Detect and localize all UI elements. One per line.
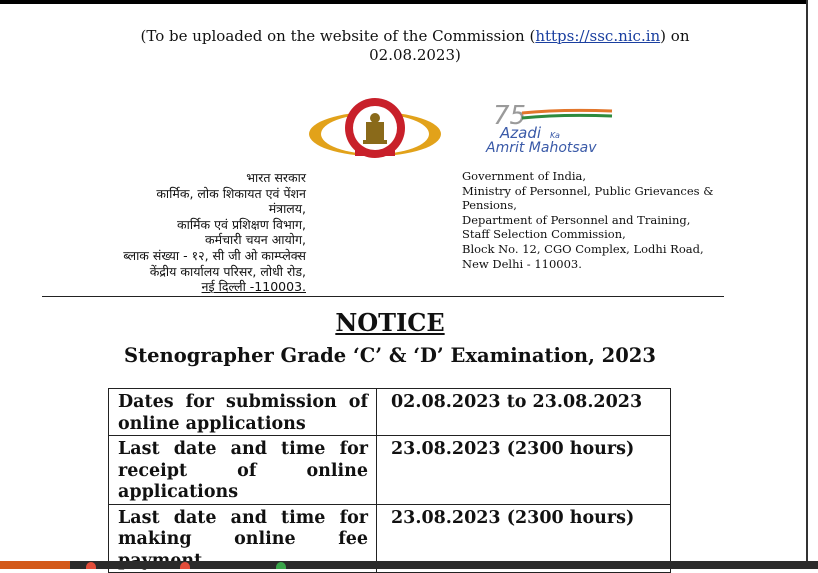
english-address-line: Block No. 12, CGO Complex, Lodhi Road,: [462, 241, 704, 256]
azadi-ka-amrit-mahotsav-logo: [485, 101, 612, 156]
hindi-address-line: नई दिल्ली -110003.: [201, 279, 306, 295]
svg-text:Ka: Ka: [550, 131, 560, 140]
schedule-label: Last date and time for making online fee: [109, 504, 377, 573]
taskbar-app-icon[interactable]: [86, 562, 96, 569]
taskbar-app-icon[interactable]: [180, 562, 190, 569]
notice-title: NOTICE: [335, 308, 445, 337]
english-address-line: Government of India,: [462, 169, 587, 183]
hindi-address-line: भारत सरकार: [246, 170, 306, 185]
table-row: [109, 436, 671, 505]
english-address-line: New Delhi - 110003.: [462, 256, 582, 271]
hindi-address-line: कार्मिक एवं प्रशिक्षण विभाग,: [176, 216, 306, 232]
taskbar-start-area[interactable]: [0, 561, 70, 569]
english-address-line: Ministry of Personnel, Public Grievances &: [462, 183, 714, 198]
exam-title: Stenographer Grade ‘C’ & ‘D’ Examination, 2023: [124, 344, 656, 367]
taskbar: [0, 561, 818, 569]
upload-note-suffix: ) on: [660, 27, 690, 45]
hindi-address-line: मंत्रालय,: [268, 201, 306, 217]
commission-website-link[interactable]: https://ssc.nic.in: [535, 27, 661, 45]
schedule-value: 23.08.2023 (2300 hours): [377, 504, 671, 573]
hindi-address-line: कार्मिक, लोक शिकायत एवं पेंशन: [156, 185, 306, 201]
upload-note: [90, 27, 740, 65]
english-address-line: Pensions,: [462, 198, 517, 213]
upload-note-date: 02.08.2023): [369, 46, 461, 64]
svg-text:Azadi: Azadi: [500, 124, 542, 142]
svg-text:75: 75: [493, 101, 527, 131]
ssc-emblem-logo: [309, 98, 441, 158]
taskbar-app-icon[interactable]: [276, 562, 286, 569]
schedule-table: [108, 388, 671, 573]
upload-note-prefix: (To be uploaded on the website of the Commission (: [140, 27, 536, 45]
hindi-address-line: केंद्रीय कार्यालय परिसर, लोधी रोड,: [149, 263, 306, 279]
table-row: [109, 389, 671, 436]
hindi-address-line: कर्मचारी चयन आयोग,: [205, 232, 306, 248]
schedule-label: Last date and time for receipt of online applications: [109, 436, 377, 505]
header-logos: [300, 98, 720, 166]
english-address-block: [462, 169, 732, 271]
schedule-label: Dates for submission of online applications: [109, 389, 377, 436]
schedule-value: 23.08.2023 (2300 hours): [377, 436, 671, 505]
english-address-line: Staff Selection Commission,: [462, 227, 626, 242]
svg-text:Amrit Mahotsav: Amrit Mahotsav: [486, 140, 597, 156]
schedule-value: 02.08.2023 to 23.08.2023: [377, 389, 671, 436]
hindi-address-block: [60, 170, 306, 295]
header-divider: [42, 296, 724, 297]
page-right-edge: [806, 0, 808, 569]
hindi-address-line: ब्लाक संख्या - १२, सी जी ओ काम्प्लेक्स: [123, 247, 306, 263]
english-address-line: Department of Personnel and Training,: [462, 212, 691, 227]
top-border: [0, 0, 808, 4]
